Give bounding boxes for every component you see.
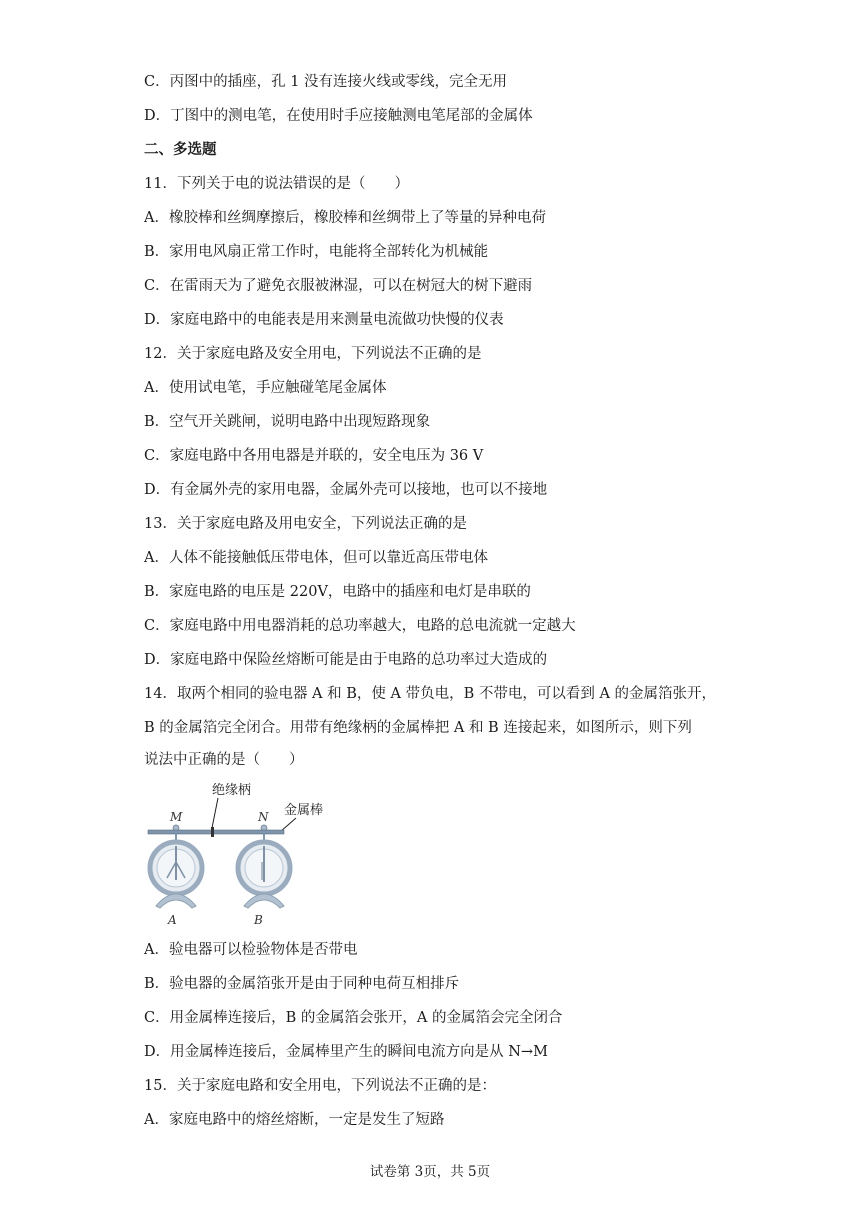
option-c-q14: C．用金属棒连接后，B 的金属箔会张开，A 的金属箔会完全闭合: [144, 1010, 563, 1026]
option-a-q12: A．使用试电笔，手应触碰笔尾金属体: [144, 380, 387, 396]
electroscope-figure: [146, 778, 336, 926]
handle-label: 绝缘柄: [212, 783, 252, 798]
option-b-q14: B．验电器的金属箔张开是由于同种电荷互相排斥: [144, 976, 460, 992]
electroscope-b: [238, 834, 290, 908]
option-a-q15: A．家庭电路中的熔丝熔断，一定是发生了短路: [144, 1112, 445, 1128]
option-a-q13: A．人体不能接触低压带电体，但可以靠近高压带电体: [144, 550, 488, 566]
option-d-q12: D．有金属外壳的家用电器，金属外壳可以接地，也可以不接地: [144, 482, 548, 498]
insulating-handle: [211, 827, 214, 837]
question-12: 12．关于家庭电路及安全用电，下列说法不正确的是: [144, 346, 482, 362]
label-b: B: [254, 913, 263, 926]
section-heading-multiple-choice: 二、多选题: [144, 142, 217, 158]
label-m: M: [170, 810, 183, 824]
option-d-q11: D．家庭电路中的电能表是用来测量电流做功快慢的仪表: [144, 312, 504, 328]
option-a-q11: A．橡胶棒和丝绸摩擦后，橡胶棒和丝绸带上了等量的异种电荷: [144, 210, 546, 226]
option-d-q14: D．用金属棒连接后，金属棒里产生的瞬间电流方向是从 N→M: [144, 1044, 548, 1060]
rod-label: 金属棒: [284, 803, 324, 818]
label-a: A: [168, 913, 177, 926]
option-d-q10: D．丁图中的测电笔，在使用时手应接触测电笔尾部的金属体: [144, 108, 533, 124]
question-13: 13．关于家庭电路及用电安全，下列说法正确的是: [144, 516, 467, 532]
question-15: 15．关于家庭电路和安全用电，下列说法不正确的是：: [144, 1078, 496, 1094]
question-14-line-1: 14．取两个相同的验电器 A 和 B，使 A 带负电，B 不带电，可以看到 A 的金属箔张开，: [144, 686, 717, 702]
metal-rod: [148, 830, 284, 834]
question-14-line-2: B 的金属箔完全闭合。用带有绝缘柄的金属棒把 A 和 B 连接起来，如图所示，则下列: [144, 720, 692, 736]
question-14-line-3: 说法中正确的是（ ）: [144, 752, 304, 768]
electroscope-a: [150, 834, 202, 908]
option-d-q13: D．家庭电路中保险丝熔断可能是由于电路的总功率过大造成的: [144, 652, 548, 668]
option-c-q12: C．家庭电路中各用电器是并联的，安全电压为 36 V: [144, 448, 484, 464]
option-a-q14: A．验电器可以检验物体是否带电: [144, 942, 358, 958]
option-b-q12: B．空气开关跳闸，说明电路中出现短路现象: [144, 414, 431, 430]
option-b-q13: B．家庭电路的电压是 220V，电路中的插座和电灯是串联的: [144, 584, 531, 600]
option-c-q13: C．家庭电路中用电器消耗的总功率越大，电路的总电流就一定越大: [144, 618, 576, 634]
label-n: N: [258, 810, 269, 824]
option-b-q11: B．家用电风扇正常工作时，电能将全部转化为机械能: [144, 244, 489, 260]
option-c-q10: C．丙图中的插座，孔 1 没有连接火线或零线，完全无用: [144, 74, 508, 90]
option-c-q11: C．在雷雨天为了避免衣服被淋湿，可以在树冠大的树下避雨: [144, 278, 533, 294]
question-11: 11．下列关于电的说法错误的是（ ）: [144, 176, 409, 192]
page-footer: 试卷第 3页，共 5页: [369, 1164, 491, 1180]
